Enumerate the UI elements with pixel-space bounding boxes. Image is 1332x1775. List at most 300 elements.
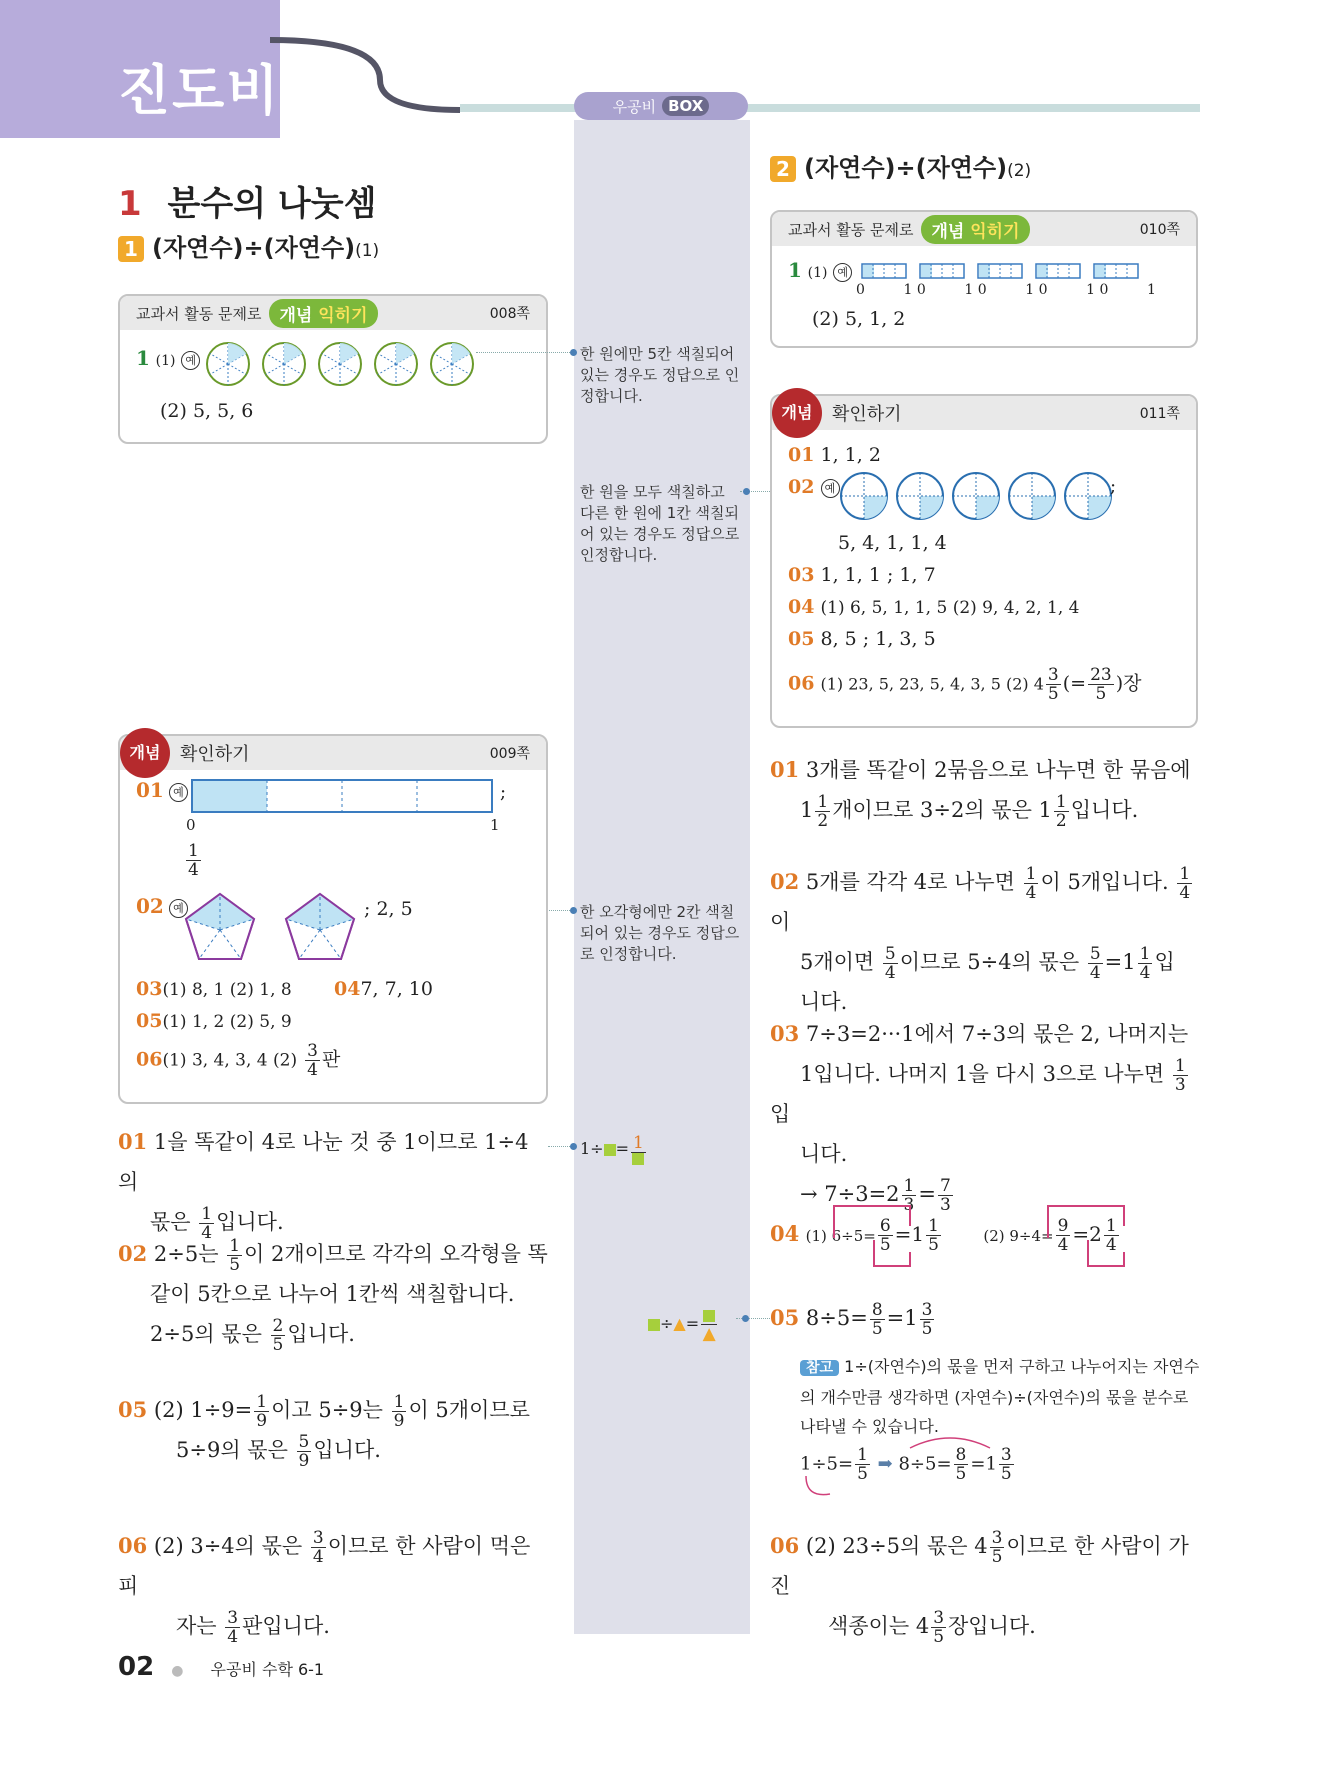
q1-bars xyxy=(860,262,1170,282)
q-number: 01 xyxy=(788,444,815,466)
frac-den: 5 xyxy=(1095,684,1107,704)
box-header-text: 교과서 활동 문제로 xyxy=(136,304,262,323)
frac-triangle: ▲ xyxy=(702,1324,716,1344)
exp-line: 1 xyxy=(800,798,814,822)
exp-fraction xyxy=(297,1433,312,1470)
q-number: 04 xyxy=(770,1221,800,1246)
q-number: 02 xyxy=(118,1241,148,1266)
q-number: 05 xyxy=(136,1010,163,1032)
formula-div: ÷ xyxy=(660,1314,674,1333)
q-part: (1) xyxy=(807,265,828,281)
formula-eq: = xyxy=(685,1314,700,1333)
book-title: 우공비 수학 6-1 xyxy=(210,1660,325,1679)
frac xyxy=(999,1446,1014,1483)
q-number: 06 xyxy=(788,672,815,695)
q-number: 05 xyxy=(118,1397,148,1422)
concept-pill xyxy=(921,215,1029,244)
header-curve xyxy=(270,30,470,120)
frac-den: 4 xyxy=(227,1627,239,1647)
frac xyxy=(1177,865,1192,902)
r-q04 xyxy=(788,596,1080,618)
eq: (= xyxy=(1062,672,1087,695)
frac-num: 1 xyxy=(229,1236,241,1256)
q-number: 02 xyxy=(770,869,800,894)
left-activity-box xyxy=(118,294,548,444)
q-number: 01 xyxy=(770,757,800,782)
formula-part: =1 xyxy=(970,1453,997,1475)
r-q01 xyxy=(788,444,881,466)
exp-line: 입니다. xyxy=(1070,798,1139,822)
frac-den: 2 xyxy=(817,811,829,831)
q03-row xyxy=(136,978,292,1000)
example-mark: 예 xyxy=(169,783,188,802)
exp-line: → 7÷3=2 xyxy=(800,1182,900,1206)
fraction-bar xyxy=(862,264,906,278)
frac-num: 1 xyxy=(393,1392,405,1412)
exp-line: 5개이면 xyxy=(800,950,875,974)
center-note-3: 한 오각형에만 2칸 색칠되어 있는 경우도 정답으로 인정합니다. xyxy=(580,903,740,963)
q-number: 03 xyxy=(770,1021,800,1046)
q1-ticks xyxy=(856,282,1156,298)
frac-num: 1 xyxy=(928,1216,939,1236)
leader-dot-1 xyxy=(570,349,577,356)
r-q02 xyxy=(788,476,840,498)
frac xyxy=(1088,945,1103,982)
exp-line: 이 5개입니다. xyxy=(1040,870,1169,894)
tick-label: 1 0 xyxy=(964,282,987,298)
q05-row xyxy=(136,1010,292,1032)
frac-num: 1 xyxy=(1174,1056,1186,1076)
exp-line: 1을 똑같이 4로 나눈 것 중 1이므로 1÷4의 xyxy=(118,1130,529,1194)
frac xyxy=(1054,793,1069,830)
q-number: 06 xyxy=(770,1533,800,1558)
box-header-text: 확인하기 xyxy=(832,404,902,425)
tick-1: 1 xyxy=(490,816,500,834)
frac-den: 4 xyxy=(307,1060,318,1080)
page-ref: 009쪽 xyxy=(489,746,530,762)
r-q05 xyxy=(788,628,936,650)
box-header-text: 확인하기 xyxy=(180,744,250,765)
exp-line: =1 xyxy=(1104,950,1136,974)
pill-text-b: 익히기 xyxy=(318,305,368,326)
sub-title: (자연수)÷(자연수) xyxy=(804,154,1008,182)
tick-label: 1 0 xyxy=(1025,282,1048,298)
exp-line: (1) 6÷5= xyxy=(805,1227,876,1245)
frac-den: 5 xyxy=(955,1464,967,1484)
q05-answer: (1) 1, 2 (2) 5, 9 xyxy=(162,1012,292,1032)
page-ref: 008쪽 xyxy=(489,306,530,322)
frac-den: 5 xyxy=(871,1319,883,1339)
box-label-text: 우공비 xyxy=(612,97,657,116)
triangle-symbol: ▲ xyxy=(673,1314,686,1333)
answer: 1, 1, 2 xyxy=(820,444,881,466)
frac-den: 4 xyxy=(1089,963,1101,983)
exp-line: 니다. xyxy=(800,1142,848,1166)
q01-row xyxy=(136,778,188,802)
example-mark: 예 xyxy=(169,899,188,918)
q-number: 02 xyxy=(136,894,164,918)
frac xyxy=(870,1301,885,1338)
q1-label xyxy=(136,346,200,370)
frac-num: 1 xyxy=(1179,864,1191,884)
formula-part: 8÷5= xyxy=(898,1453,952,1475)
frac-den: 5 xyxy=(229,1255,241,1275)
frac-den: 5 xyxy=(933,1627,945,1647)
header-rule xyxy=(460,104,1200,112)
answer: 8, 5 ; 1, 3, 5 xyxy=(820,628,936,650)
pie-circle xyxy=(431,343,473,385)
pie-circle xyxy=(207,343,249,385)
q-number: 04 xyxy=(334,978,361,1000)
page-title: 진도비법책 xyxy=(118,59,389,122)
left-check-box xyxy=(118,734,548,1104)
q-number: 05 xyxy=(770,1305,800,1330)
fraction-bar xyxy=(1094,264,1138,278)
frac-den: 9 xyxy=(298,1451,310,1471)
right-exp-02 xyxy=(770,862,1200,1022)
formula-frac xyxy=(701,1306,717,1343)
q-number: 02 xyxy=(788,476,815,498)
answer: (1) 6, 5, 1, 1, 5 (2) 9, 4, 2, 1, 4 xyxy=(820,598,1080,618)
exp-line: (2) 23÷5의 몫은 4 xyxy=(805,1534,988,1558)
tick-label: 1 0 xyxy=(1086,282,1109,298)
exp-line: 8÷5= xyxy=(805,1306,868,1330)
frac xyxy=(1138,945,1153,982)
example-mark: 예 xyxy=(181,351,200,370)
exp-line: =2 xyxy=(1072,1222,1102,1246)
tick-0: 0 xyxy=(186,816,196,834)
exp-line: (2) 9÷4= xyxy=(983,1227,1054,1245)
example-mark: 예 xyxy=(833,263,852,282)
fraction-bar xyxy=(1036,264,1080,278)
exp-fraction xyxy=(225,1609,240,1646)
exp-fraction xyxy=(311,1529,326,1566)
frac-den: 5 xyxy=(1047,684,1059,704)
q1-part2-answer: (2) 5, 5, 6 xyxy=(160,400,254,422)
exp-line: 같이 5칸으로 나누어 1칸씩 색칠합니다. xyxy=(150,1282,515,1306)
q06-answer: (1) 3, 4, 3, 4 (2) xyxy=(162,1050,298,1071)
frac-den: 5 xyxy=(857,1464,868,1484)
frac-num: 3 xyxy=(312,1528,324,1548)
semicolon: ; xyxy=(1110,476,1117,497)
q-number: 03 xyxy=(788,564,815,586)
frac-num: 3 xyxy=(1000,1445,1012,1465)
frac-den: 4 xyxy=(1179,883,1191,903)
sub-number-badge: 2 xyxy=(770,156,796,182)
right-exp-03 xyxy=(770,1014,1200,1214)
frac-den: 5 xyxy=(928,1235,939,1255)
exp-line: 3개를 똑같이 2묶음으로 나누면 한 묶음에 xyxy=(805,758,1191,782)
center-formula-2 xyxy=(648,1306,719,1343)
r-q02-answer: 5, 4, 1, 1, 4 xyxy=(838,532,947,554)
left-exp-02 xyxy=(118,1234,548,1354)
exp-line: 2÷5의 몫은 xyxy=(150,1322,262,1346)
frac-num: 3 xyxy=(933,1608,945,1628)
leader-dot-3 xyxy=(570,907,577,914)
frac-den: 9 xyxy=(393,1411,405,1431)
leader-dot-4 xyxy=(570,1143,577,1150)
frac-den: 4 xyxy=(201,1223,213,1243)
frac xyxy=(1173,1057,1188,1094)
concept-badge: 개념 xyxy=(772,388,822,438)
frac-den: 5 xyxy=(991,1547,1003,1567)
pie-circle xyxy=(953,473,999,519)
r-q03 xyxy=(788,564,936,586)
exp-line: 입 xyxy=(770,1102,791,1126)
frac-num: 1 xyxy=(903,1176,915,1196)
exp-line: 7÷3=2···1에서 7÷3의 몫은 2, 나머지는 xyxy=(805,1022,1189,1046)
exp04-arrows xyxy=(830,1196,1170,1276)
q-number: 1 xyxy=(136,346,150,370)
frac-num: 1 xyxy=(633,1133,644,1153)
concept-badge: 개념 xyxy=(120,728,170,778)
q03-answer: (1) 8, 1 (2) 1, 8 xyxy=(162,980,292,1000)
q06-fraction xyxy=(305,1042,320,1079)
exp-line: 2÷5는 xyxy=(153,1242,219,1266)
frac-square xyxy=(632,1153,644,1165)
q-number: 06 xyxy=(136,1048,163,1071)
frac-den: 5 xyxy=(921,1319,933,1339)
tick-label: 0 xyxy=(856,282,865,298)
q-number: 1 xyxy=(788,258,802,282)
leader-dot-2 xyxy=(743,488,750,495)
frac-den: 4 xyxy=(1057,1235,1069,1255)
leader-line-1 xyxy=(476,352,576,353)
sub-suffix: (1) xyxy=(355,241,380,261)
answer: (1) 23, 5, 23, 5, 4, 3, 5 (2) 4 xyxy=(820,674,1044,694)
q04-answer: 7, 7, 10 xyxy=(360,978,433,1000)
formula-part: 1÷5= xyxy=(800,1453,854,1475)
right-sub-heading xyxy=(770,148,1031,183)
exp-line: 몫은 xyxy=(150,1210,191,1234)
sub-title: (자연수)÷(자연수) xyxy=(152,234,356,262)
frac-num: 23 xyxy=(1090,665,1112,685)
concept-pill xyxy=(269,299,377,328)
box-header xyxy=(772,212,1196,246)
center-formula-1 xyxy=(580,1134,648,1165)
frac-num: 1 xyxy=(857,1445,868,1465)
frac-num: 1 xyxy=(1139,944,1151,964)
frac-num: 3 xyxy=(1047,665,1059,685)
frac-num: 8 xyxy=(955,1445,967,1465)
exp-fraction xyxy=(227,1237,242,1274)
exp-line: 이므로 5÷4의 몫은 xyxy=(899,950,1080,974)
frac-num: 5 xyxy=(298,1432,310,1452)
frac-num: 8 xyxy=(871,1300,883,1320)
right-exp-05 xyxy=(770,1298,1200,1338)
frac xyxy=(931,1609,946,1646)
frac xyxy=(920,1301,935,1338)
frac-num: 7 xyxy=(939,1176,951,1196)
tip-badge: 참고 xyxy=(800,1360,839,1376)
exp-line: 이 5개이므로 xyxy=(408,1398,530,1422)
frac-den: 4 xyxy=(312,1547,324,1567)
frac-num: 3 xyxy=(227,1608,239,1628)
frac xyxy=(883,945,898,982)
arrow-right-icon: ➡ xyxy=(877,1453,893,1475)
sub-number-badge: 1 xyxy=(118,236,144,262)
left-exp-06 xyxy=(118,1526,548,1646)
exp-line: 이 xyxy=(770,910,791,934)
frac-num: 1 xyxy=(1055,792,1067,812)
left-sub-heading xyxy=(118,228,379,263)
q01-semicolon: ; xyxy=(500,782,507,803)
q-number: 06 xyxy=(118,1533,148,1558)
formula-text: 1÷ xyxy=(580,1139,604,1158)
exp-fraction xyxy=(254,1393,269,1430)
exp-line: (2) 3÷4의 몫은 xyxy=(153,1534,303,1558)
exp-fraction xyxy=(271,1317,286,1354)
exp-fraction xyxy=(392,1393,407,1430)
q1-label xyxy=(788,258,852,282)
formula-frac xyxy=(631,1134,646,1165)
box-label xyxy=(574,92,748,120)
exp-line: 이므로 한 사람이 가진 xyxy=(770,1534,1189,1598)
pill-text-a: 개념 xyxy=(931,221,971,242)
leader-dot-5 xyxy=(742,1315,749,1322)
box-header xyxy=(120,736,546,770)
exp-line: =1 xyxy=(886,1306,918,1330)
frac-den: 4 xyxy=(188,860,199,880)
tip-text: 1÷(자연수)의 몫을 먼저 구하고 나누어지는 자연수의 개수만큼 생각하면 (자연수)÷(자연수)의 몫을 분수로 나타낼 수 있습니다. xyxy=(800,1357,1200,1436)
r-q02-circles xyxy=(836,466,1116,526)
center-note-1: 한 원에만 5칸 색칠되어 있는 경우도 정답으로 인정합니다. xyxy=(580,345,740,405)
frac xyxy=(1024,865,1039,902)
frac xyxy=(815,793,830,830)
frac xyxy=(990,1529,1005,1566)
page-ref: 011쪽 xyxy=(1139,406,1180,422)
q1-circles xyxy=(206,340,476,390)
exp-line: 입니다. xyxy=(313,1438,381,1462)
exp-line: (2) 1÷9= xyxy=(153,1398,253,1422)
box-header xyxy=(120,296,546,330)
frac-den: 4 xyxy=(1105,1235,1117,1255)
frac-num: 1 xyxy=(188,841,199,861)
frac-num: 2 xyxy=(272,1316,284,1336)
exp-line: = xyxy=(918,1182,936,1206)
frac-den: 4 xyxy=(884,963,896,983)
q06-unit: 판 xyxy=(321,1048,341,1071)
tip-curve-arrows xyxy=(800,1428,1000,1508)
frac-num: 5 xyxy=(1089,944,1101,964)
box-header-text: 교과서 활동 문제로 xyxy=(788,220,914,239)
fraction-bar xyxy=(920,264,964,278)
example-mark: 예 xyxy=(821,479,840,498)
dot-separator: ● xyxy=(171,1663,184,1679)
frac-den: 2 xyxy=(1055,811,1067,831)
left-exp-01 xyxy=(118,1122,548,1242)
q04-row xyxy=(334,978,433,1000)
pie-circle xyxy=(897,473,943,519)
frac-num: 1 xyxy=(256,1392,268,1412)
right-check-box xyxy=(770,394,1198,728)
page-ref: 010쪽 xyxy=(1139,222,1180,238)
formula-eq: = xyxy=(615,1139,629,1158)
pie-circle xyxy=(319,343,361,385)
frac xyxy=(1088,666,1114,703)
exp-line: 입 xyxy=(1154,950,1175,974)
page-number: 02 xyxy=(118,1652,155,1682)
q-number: 01 xyxy=(118,1129,148,1154)
exp-line: 입니다. xyxy=(216,1210,284,1234)
answer: 1, 1, 1 ; 1, 7 xyxy=(820,564,936,586)
frac-den: 5 xyxy=(1000,1464,1012,1484)
pie-circle xyxy=(1065,473,1111,519)
right-exp-06 xyxy=(770,1526,1200,1646)
exp-line: =1 xyxy=(894,1222,925,1246)
pie-circle xyxy=(263,343,305,385)
box-header xyxy=(772,396,1196,430)
right-activity-box xyxy=(770,210,1198,348)
exp-line: 이므로 한 사람이 먹은 피 xyxy=(118,1534,531,1598)
frac-num: 3 xyxy=(991,1528,1003,1548)
q02-answer: ; 2, 5 xyxy=(364,898,413,920)
q06-row xyxy=(136,1042,340,1079)
frac-den: 9 xyxy=(256,1411,268,1431)
exp-line: 5÷9의 몫은 xyxy=(176,1438,288,1462)
square-symbol xyxy=(604,1144,616,1156)
q-part: (1) xyxy=(155,353,176,369)
pill-text-a: 개념 xyxy=(279,305,319,326)
exp-line: 니다. xyxy=(800,990,848,1014)
pill-text-b: 익히기 xyxy=(970,221,1020,242)
frac-num: 1 xyxy=(1105,1216,1117,1236)
frac-num: 6 xyxy=(879,1216,891,1236)
frac-den: 3 xyxy=(1174,1075,1186,1095)
frac xyxy=(1046,666,1061,703)
q-number: 04 xyxy=(788,596,815,618)
frac-num: 5 xyxy=(884,944,896,964)
exp-line: 장입니다. xyxy=(948,1614,1036,1638)
q01-fraction xyxy=(186,842,201,879)
frac-num: 3 xyxy=(307,1041,318,1061)
tick-label: 1 xyxy=(1147,282,1156,298)
box-tag: BOX xyxy=(662,96,709,116)
exp-line: 이 2개이므로 각각의 오각형을 똑 xyxy=(244,1242,548,1266)
chapter-heading xyxy=(118,176,376,225)
sub-suffix: (2) xyxy=(1007,161,1032,181)
q02-pentagons xyxy=(180,890,360,970)
frac-den: 3 xyxy=(939,1195,951,1215)
frac-num: 1 xyxy=(201,1204,213,1224)
r-q06 xyxy=(788,666,1142,703)
exp-line: 개이므로 3÷2의 몫은 1 xyxy=(832,798,1052,822)
footer xyxy=(118,1652,324,1682)
chapter-title: 분수의 나눗셈 xyxy=(167,184,377,224)
close: )장 xyxy=(1115,672,1142,695)
frac-den: 4 xyxy=(1139,963,1151,983)
q-number: 05 xyxy=(788,628,815,650)
frac-num: 1 xyxy=(817,792,829,812)
frac-den: 4 xyxy=(1025,883,1037,903)
chapter-number: 1 xyxy=(118,184,142,224)
frac-square xyxy=(703,1310,715,1322)
center-note-2: 한 원을 모두 색칠하고 다른 한 원에 1칸 색칠되어 있는 경우도 정답으로 인정합니다. xyxy=(580,483,740,564)
q1-part2-answer: (2) 5, 1, 2 xyxy=(812,308,906,330)
right-exp-01 xyxy=(770,750,1200,830)
frac-den: 5 xyxy=(879,1235,891,1255)
frac-num: 9 xyxy=(1057,1216,1069,1236)
exp-line: 입니다. xyxy=(287,1322,355,1346)
q-number: 03 xyxy=(136,978,163,1000)
frac-den: 5 xyxy=(272,1335,284,1355)
fraction-bar xyxy=(978,264,1022,278)
frac-den: 3 xyxy=(903,1195,915,1215)
frac-num: 3 xyxy=(921,1300,933,1320)
square-symbol xyxy=(648,1319,660,1331)
exp-line: 자는 xyxy=(176,1614,217,1638)
exp-line: 1입니다. 나머지 1을 다시 3으로 나누면 xyxy=(800,1062,1165,1086)
